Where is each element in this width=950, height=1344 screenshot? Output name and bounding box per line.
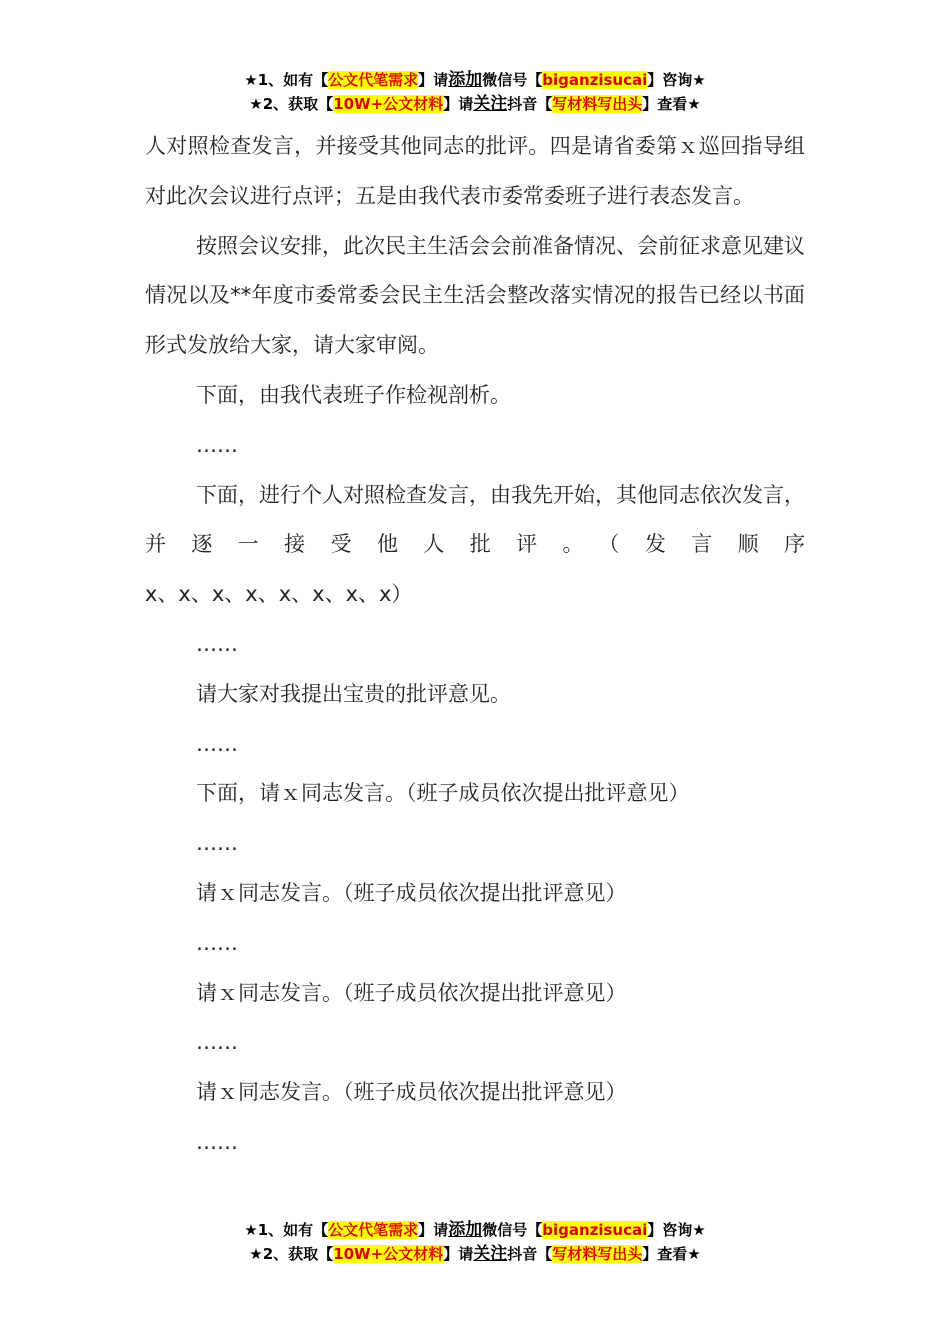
paragraph: 下面，请ｘ同志发言。（班子成员依次提出批评意见） [196, 781, 690, 806]
banner-highlight: 公文代笔需求 [328, 71, 419, 89]
banner-underlined: 添加 [448, 1220, 483, 1240]
paragraph: 请ｘ同志发言。（班子成员依次提出批评意见） [196, 880, 627, 905]
banner-text: ★2、获取【 [249, 95, 334, 113]
ellipsis: …… [196, 432, 238, 457]
ellipsis: …… [196, 1129, 238, 1154]
banner-underlined: 关注 [473, 94, 508, 114]
banner-text: 】请 [443, 1245, 474, 1263]
banner-text: 微信号【 [482, 71, 543, 89]
banner-highlight: 10W+公文材料 [333, 1245, 444, 1263]
banner-text: ★1、如有【 [244, 71, 329, 89]
bottom-banner [0, 1218, 950, 1266]
document-body [145, 122, 805, 1168]
banner-line-1 [0, 1218, 950, 1242]
ellipsis: …… [196, 831, 238, 856]
ellipsis: …… [196, 930, 238, 955]
banner-text: ★2、获取【 [249, 1245, 334, 1263]
banner-underlined: 添加 [448, 70, 483, 90]
paragraph: 按照会议安排，此次民主生活会会前准备情况、会前征求意见建议情况以及**年度市委常委会民主生活会整改落实情况的报告已经以书面形式发放给大家，请大家审阅。 [145, 233, 805, 358]
paragraph: 下面，进行个人对照检查发言，由我先开始，其他同志依次发言，并逐一接受他人批评。（发言顺序 [145, 482, 805, 557]
banner-text: 】请 [418, 71, 449, 89]
top-banner [0, 68, 950, 116]
paragraph: 请大家对我提出宝贵的批评意见。 [196, 681, 511, 706]
banner-highlight: biganzisucai [542, 71, 648, 89]
banner-text: 】查看★ [642, 1245, 701, 1263]
paragraph: x、x、x、x、x、x、x、x） [145, 582, 413, 607]
banner-highlight: 写材料写出头 [552, 1245, 643, 1263]
banner-text: 抖音【 [507, 95, 553, 113]
banner-line-2 [0, 1242, 950, 1266]
banner-text: 微信号【 [482, 1221, 543, 1239]
banner-highlight: 公文代笔需求 [328, 1221, 419, 1239]
ellipsis: …… [196, 631, 238, 656]
ellipsis: …… [196, 731, 238, 756]
banner-highlight: 写材料写出头 [552, 95, 643, 113]
banner-line-1 [0, 68, 950, 92]
banner-text: 】咨询★ [647, 71, 706, 89]
banner-text: 】请 [418, 1221, 449, 1239]
paragraph: 下面，由我代表班子作检视剖析。 [196, 382, 511, 407]
ellipsis: …… [196, 1030, 238, 1055]
banner-text: 】请 [443, 95, 474, 113]
banner-highlight: biganzisucai [542, 1221, 648, 1239]
banner-underlined: 关注 [473, 1244, 508, 1264]
banner-text: 】咨询★ [647, 1221, 706, 1239]
paragraph: 人对照检查发言，并接受其他同志的批评。四是请省委第ｘ巡回指导组对此次会议进行点评；五是由我代表市委常委班子进行表态发言。 [145, 134, 805, 208]
banner-text: 】查看★ [642, 95, 701, 113]
banner-text: 抖音【 [507, 1245, 553, 1263]
paragraph: 请ｘ同志发言。（班子成员依次提出批评意见） [196, 980, 627, 1005]
paragraph: 请ｘ同志发言。（班子成员依次提出批评意见） [196, 1080, 627, 1105]
banner-text: ★1、如有【 [244, 1221, 329, 1239]
banner-line-2 [0, 92, 950, 116]
banner-highlight: 10W+公文材料 [333, 95, 444, 113]
